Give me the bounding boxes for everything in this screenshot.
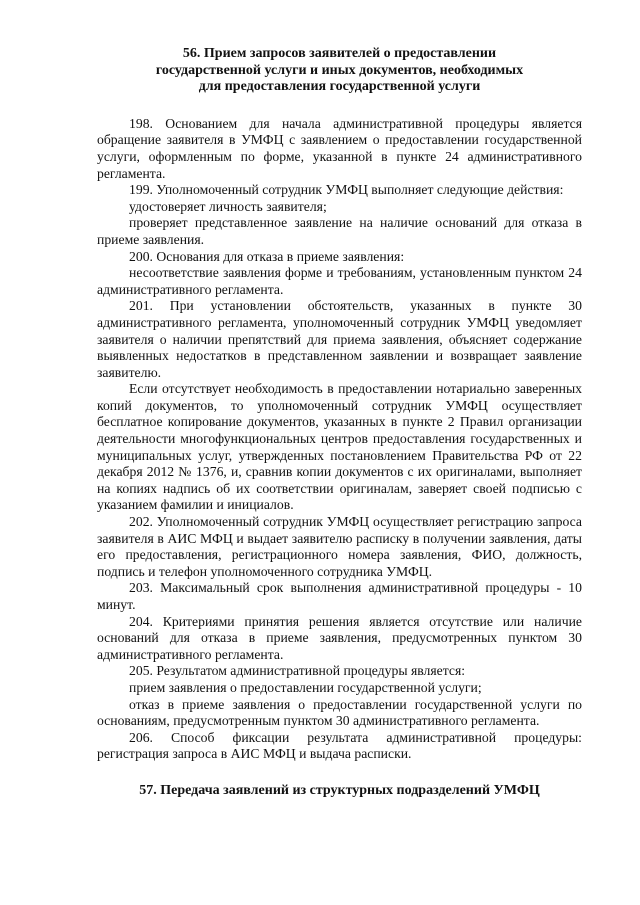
paragraph-205-item-2: отказ в приеме заявления о предоставлении государственной услуги по основаниям, предусмотренным пунктом 30 административного регламента. — [97, 696, 582, 729]
section-56-body — [97, 116, 582, 763]
section-56-heading — [97, 46, 582, 96]
paragraph-200-item-1: несоответствие заявления форме и требованиям, установленным пунктом 24 административного регламента. — [97, 265, 582, 297]
paragraph-204: 204. Критериями принятия решения является отсутствие или наличие оснований для отказа в приеме заявления, предусмотренных пунктом 30 административного регламента. — [97, 613, 582, 662]
paragraph-199-item-1: удостоверяет личность заявителя; — [129, 198, 327, 214]
paragraph-199: 199. Уполномоченный сотрудник УМФЦ выполняет следующие действия: — [129, 182, 564, 198]
paragraph-199-item-2: проверяет представленное заявление на наличие оснований для отказа в приеме заявления. — [97, 215, 582, 247]
paragraph-201-note: Если отсутствует необходимость в предоставлении нотариально заверенных копий документов, то уполномоченный сотрудник УМФЦ осуществляет бесплатное копирование документов, указанных в пункте 2 Правил организации деятельности многофункциональных центров предоставления государственных и муниципальных услуг, утвержденных постановлением Правительства РФ от 22 декабря 2012 № 1376, и, сравнив копии документов с их оригиналами, выполняет на копиях надпись об их соответствии оригиналам, заверяет своей подписью с указанием фамилии и инициалов. — [97, 381, 582, 513]
paragraph-203: 203. Максимальный срок выполнения административной процедуры - 10 минут. — [97, 580, 582, 612]
paragraph-200: 200. Основания для отказа в приеме заявления: — [129, 248, 405, 264]
section-57-heading: 57. Передача заявлений из структурных подразделений УМФЦ — [139, 782, 540, 798]
heading-line: государственной услуги и иных документов, необходимых — [155, 62, 524, 78]
paragraph-202: 202. Уполномоченный сотрудник УМФЦ осуществляет регистрацию запроса заявителя в АИС МФЦ и выдает заявителю расписку в получении заявления, даты его предоставления, регистрационного номера заявления, ФИО, должность, подпись и телефон уполномоченного сотрудника УМФЦ. — [97, 514, 582, 579]
paragraph-198: 198. Основанием для начала административной процедуры является обращение заявителя в УМФЦ с заявлением о предоставлении государственной услуги, оформленным по форме, указанной в пункте 24 административного регламента. — [97, 115, 582, 181]
paragraph-206: 206. Способ фиксации результата административной процедуры: регистрация запроса в АИС МФЦ и выдача расписки. — [97, 729, 582, 762]
paragraph-205: 205. Результатом административной процедуры является: — [129, 663, 466, 679]
paragraph-201: 201. При установлении обстоятельств, указанных в пункте 30 административного регламента, уполномоченный сотрудник УМФЦ уведомляет заявителя о наличии препятствий для приема заявления, объясняет содержание выявленных недостатков в представленном заявлении и возвращает заявление заявителю. — [97, 298, 582, 380]
heading-line: для предоставления государственной услуги — [198, 79, 481, 95]
paragraph-205-item-1: прием заявления о предоставлении государственной услуги; — [129, 679, 482, 695]
heading-line: 56. Прием запросов заявителей о предоставлении — [182, 46, 497, 61]
